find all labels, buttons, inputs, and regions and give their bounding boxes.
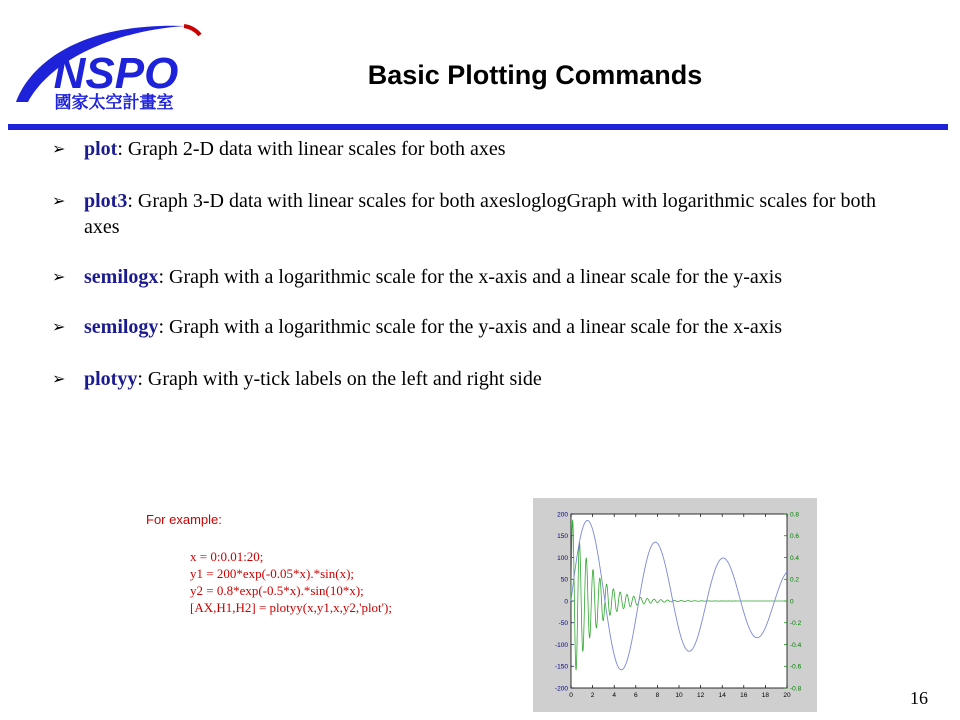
y-left-tick-label: 150	[557, 533, 568, 541]
y-right-tick-label: -0.2	[790, 620, 802, 628]
bullet-item	[52, 136, 902, 162]
y-right-tick-label: 0.4	[790, 554, 800, 562]
bullet-keyword: plot3	[84, 190, 128, 212]
plotyy-chart	[533, 498, 817, 712]
slide-title: Basic Plotting Commands	[367, 60, 703, 90]
bullet-keyword: semilogy	[84, 316, 159, 338]
y-left-tick-label: 100	[557, 554, 568, 562]
bullet-list	[52, 136, 902, 392]
arrow-bullet-icon: ➢	[52, 269, 66, 286]
bullet-item	[52, 264, 902, 290]
example-label: For example:	[146, 512, 222, 527]
y-right-tick-label: 0.6	[790, 533, 800, 541]
code-block	[190, 548, 392, 616]
y-left-tick-label: -50	[558, 620, 568, 628]
bullet-text: : Graph with y-tick labels on the left and right side	[137, 368, 542, 390]
bullet-text: : Graph with a logarithmic scale for the x-axis and a linear scale for the y-axis	[158, 266, 783, 288]
y-left-tick-label: -100	[554, 641, 568, 649]
x-tick-label: 10	[675, 692, 683, 699]
y-right-tick-label: 0	[790, 598, 794, 606]
code-line: [AX,H1,H2] = plotyy(x,y1,x,y2,'plot');	[190, 600, 392, 615]
logo-text: NSPO	[53, 49, 179, 98]
x-tick-label: 12	[696, 692, 705, 699]
arrow-bullet-icon: ➢	[52, 371, 66, 388]
bullet-keyword: semilogx	[84, 266, 159, 288]
code-line: y2 = 0.8*exp(-0.5*x).*sin(10*x);	[190, 583, 364, 598]
x-tick-label: 16	[740, 692, 748, 699]
y-left-tick-label: -200	[554, 685, 568, 693]
nspo-logo	[8, 6, 208, 114]
x-tick-label: 18	[761, 692, 770, 699]
x-tick-label: 4	[612, 692, 617, 699]
bullet-text: : Graph with a logarithmic scale for the y-axis and a linear scale for the x-axis	[158, 316, 783, 338]
title-divider	[8, 124, 948, 130]
y-right-tick-label: -0.8	[790, 685, 802, 693]
y-right-tick-label: -0.4	[790, 641, 802, 649]
y-right-tick-label: 0.2	[790, 576, 800, 584]
y-left-tick-label: 0	[564, 598, 568, 606]
logo-swoosh-red	[184, 26, 200, 35]
plot-figure	[533, 498, 817, 712]
code-line: y1 = 200*exp(-0.05*x).*sin(x);	[190, 566, 355, 581]
bullet-keyword: plotyy	[84, 368, 138, 390]
bullet-item	[52, 314, 902, 340]
arrow-bullet-icon: ➢	[52, 193, 66, 210]
page-number: 16	[910, 688, 928, 708]
x-tick-label: 6	[633, 692, 638, 699]
bullet-text: : Graph 3-D data with linear scales for both axesloglogGraph with logarithmic scales for both axes	[84, 190, 877, 238]
y-right-tick-label: 0.8	[790, 511, 800, 519]
bullet-keyword: plot	[84, 138, 118, 160]
logo-subtitle: 國家太空計畫室	[54, 93, 174, 113]
y-right-tick-label: -0.6	[790, 663, 802, 671]
bullet-text: : Graph 2-D data with linear scales for both axes	[117, 138, 506, 160]
arrow-bullet-icon: ➢	[52, 141, 66, 158]
arrow-bullet-icon: ➢	[52, 319, 66, 336]
y-left-tick-label: 50	[560, 576, 568, 584]
bullet-item	[52, 366, 902, 392]
y-left-tick-label: 200	[557, 511, 568, 519]
x-tick-label: 20	[783, 692, 791, 699]
code-line: x = 0:0.01:20;	[190, 549, 264, 564]
x-tick-label: 2	[590, 692, 595, 699]
x-tick-label: 14	[718, 692, 726, 699]
bullet-item	[52, 188, 902, 240]
y-left-tick-label: -150	[554, 663, 568, 671]
x-tick-label: 8	[655, 692, 660, 699]
x-tick-label: 0	[569, 692, 573, 699]
